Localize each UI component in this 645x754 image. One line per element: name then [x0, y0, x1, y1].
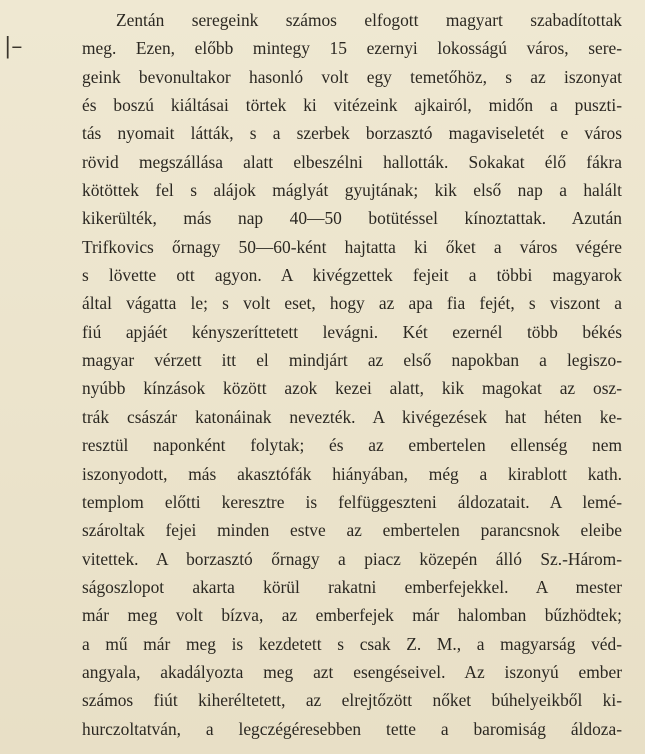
text-line: Zentán seregeink számos elfogott magyart szabadítottak [116, 10, 622, 30]
text-line: kikerülték, más nap 40—50 botütéssel kínoztattak. Azután [82, 208, 622, 229]
text-line: angyala, akadályozta meg azt esengéseivel. Az iszonyú ember [82, 661, 622, 682]
text-line: s lövette ott agyon. A kivégzettek fejeit a többi magyarok [82, 265, 622, 286]
text-line: trák császár katonáinak nevezték. A kivégezések hat héten ke- [82, 406, 622, 427]
text-line: resztül naponként folytak; és az embertelen ellenség nem [82, 435, 622, 456]
text-line: a mű már meg is kezdetett s csak Z. M., a magyarság véd- [82, 633, 622, 654]
text-line: tás nyomait látták, s a szerbek borzasztó magaviseletét e város [82, 123, 622, 144]
text-line: rövid megszállása alatt elbeszélni hallották. Sokakat élő fákra [82, 151, 622, 172]
text-line: Trifkovics őrnagy 50—60-ként hajtatta ki őket a város végére [82, 236, 622, 257]
text-line: kötöttek fel s alájok máglyát gyujtának; kik első nap a halált [82, 180, 622, 201]
text-line: és boszú kiáltásai törtek ki vitézeink ajkairól, midőn a puszti- [82, 95, 622, 116]
text-line: magyar vérzett itt el mindjárt az első napokban a legiszo- [82, 350, 622, 371]
text-line: templom előtti keresztre is felfüggeszteni áldozatait. A lemé- [82, 491, 622, 512]
text-line: fiú apjáét kényszeríttetett levágni. Két ezernél több békés [82, 321, 622, 342]
text-line: számos fiút kiheréltetett, az elrejtőzött nőket búhelyeikből ki- [82, 690, 622, 711]
text-line: meg. Ezen, előbb mintegy 15 ezernyi lokosságú város, sere- [82, 38, 622, 59]
text-line: nyúbb kínzások között azok kezei alatt, kik magokat az osz- [82, 378, 622, 399]
text-line: már meg volt bízva, az emberfejek már halomban bűzhödtek; [82, 605, 622, 626]
text-line: hurczoltatván, a legczégéresebben tette a baromiság áldoza- [82, 718, 622, 739]
text-line: ságoszlopot akarta körül rakatni emberfejekkel. A mester [82, 576, 622, 597]
body-paragraph [82, 6, 622, 743]
text-line: iszonyodott, más akasztófák hiányában, még a kirablott kath. [82, 463, 622, 484]
text-line: geink bevonultakor hasonló volt egy temetőhöz, s az iszonyat [82, 66, 622, 87]
text-line: vitettek. A borzasztó őrnagy a piacz közepén álló Sz.-Három- [82, 548, 622, 569]
text-line: által vágatta le; s volt eset, hogy az apa fia fejét, s viszont a [82, 293, 622, 314]
margin-annotation: |– [4, 34, 23, 59]
text-line: szároltak fejei minden estve az embertelen parancsnok eleibe [82, 520, 622, 541]
